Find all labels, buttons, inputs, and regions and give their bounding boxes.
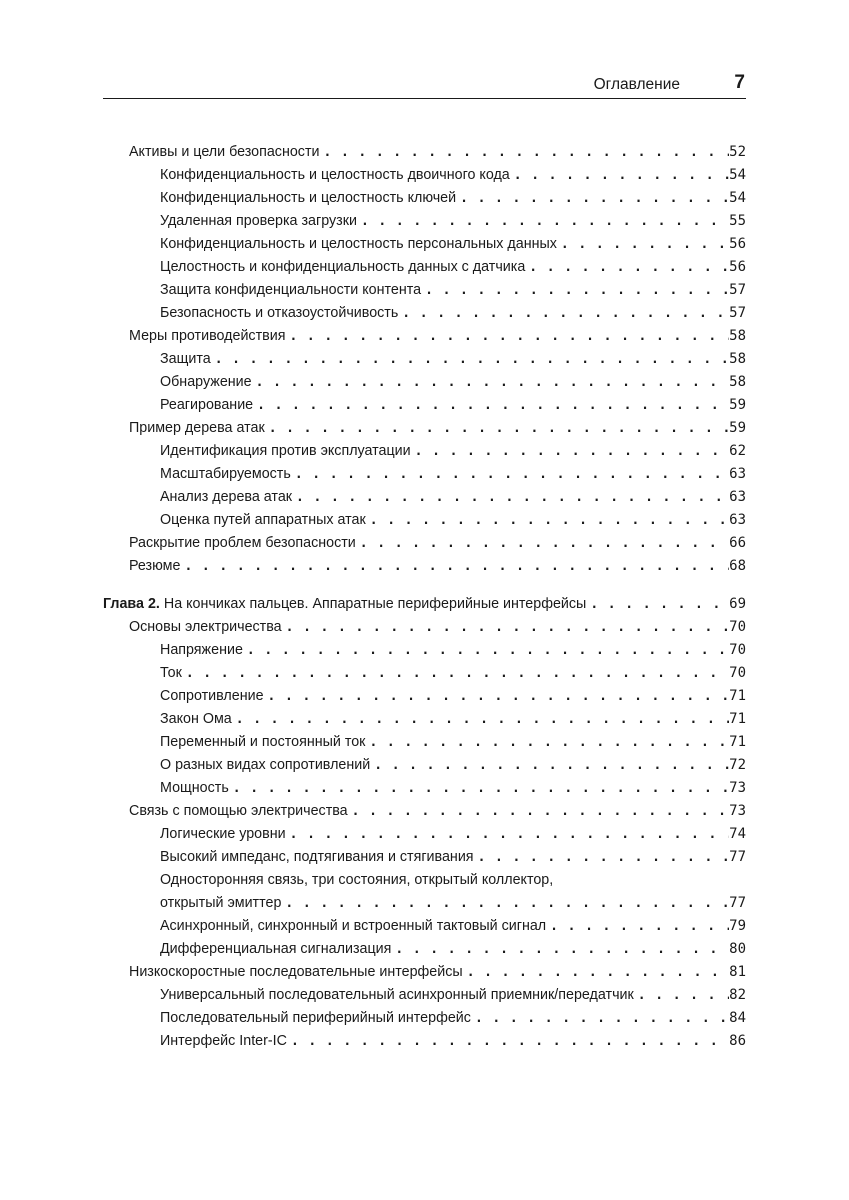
toc-subentry[interactable]	[160, 164, 746, 187]
toc-entry-page: 70	[729, 642, 746, 658]
dot-leader	[586, 593, 729, 616]
toc-entry-title: Переменный и постоянный ток	[160, 734, 366, 750]
toc-entry-page: 56	[729, 259, 746, 275]
dot-leader	[411, 440, 729, 463]
dot-leader	[264, 685, 730, 708]
chapter-title: На кончиках пальцев. Аппаратные периферийные интерфейсы	[163, 596, 587, 612]
toc-entry[interactable]	[129, 325, 746, 348]
toc-entry-title: Меры противодействия	[129, 328, 286, 344]
toc-entry-page: 71	[729, 688, 746, 704]
chapter-label: Глава 2.	[103, 596, 160, 612]
dot-leader	[285, 325, 729, 348]
toc-entry-title: Удаленная проверка загрузки	[160, 213, 357, 229]
dot-leader	[365, 731, 729, 754]
toc-entry-page: 77	[729, 849, 746, 865]
toc-entry-page: 84	[729, 1010, 746, 1026]
toc-subentry[interactable]	[160, 1030, 746, 1053]
toc-entry-page: 57	[729, 282, 746, 298]
toc-entry-page: 56	[729, 236, 746, 252]
toc-subentry[interactable]	[160, 685, 746, 708]
toc-subentry[interactable]	[160, 731, 746, 754]
dot-leader	[348, 800, 730, 823]
toc-entry-title: открытый эмиттер	[160, 895, 282, 911]
dot-leader	[287, 1030, 729, 1053]
toc-subentry-first-line[interactable]	[160, 869, 746, 892]
dot-leader	[357, 210, 729, 233]
toc-entry-title: Закон Ома	[160, 711, 232, 727]
toc-subentry[interactable]	[160, 915, 746, 938]
toc-subentry[interactable]	[160, 708, 746, 731]
toc-entry-page: 58	[729, 374, 746, 390]
toc-entry-title: Защита конфиденциальности контента	[160, 282, 422, 298]
dot-leader	[180, 555, 729, 578]
dot-leader	[370, 754, 729, 777]
page-header	[103, 72, 746, 99]
toc-subentry[interactable]	[160, 463, 746, 486]
toc-subentry[interactable]	[160, 754, 746, 777]
page-number: 7	[734, 72, 745, 93]
toc-entry-title: Обнаружение	[160, 374, 252, 390]
toc-chapter-entry[interactable]	[103, 593, 746, 616]
toc-entry-title: Низкоскоростные последовательные интерфейсы	[129, 964, 463, 980]
toc-entry-title: Идентификация против эксплуатации	[160, 443, 411, 459]
toc-entry-page: 63	[729, 466, 746, 482]
dot-leader	[229, 777, 729, 800]
toc-entry[interactable]	[129, 961, 746, 984]
toc-entry-page: 59	[729, 397, 746, 413]
toc-subentry[interactable]	[160, 777, 746, 800]
toc-subentry[interactable]	[160, 440, 746, 463]
toc-subentry[interactable]	[160, 233, 746, 256]
dot-leader	[291, 463, 729, 486]
dot-leader	[319, 141, 729, 164]
toc-entry-page: 73	[729, 803, 746, 819]
toc-entry-title: Конфиденциальность и целостность ключей	[160, 190, 457, 206]
toc-entry-page: 54	[729, 167, 746, 183]
dot-leader	[634, 984, 729, 1007]
toc-entry-page: 63	[729, 489, 746, 505]
toc-subentry[interactable]	[160, 394, 746, 417]
toc-subentry[interactable]	[160, 279, 746, 302]
toc-entry-title: Активы и цели безопасности	[129, 144, 320, 160]
toc-entry[interactable]	[129, 141, 746, 164]
toc-entry-page: 72	[729, 757, 746, 773]
toc-subentry[interactable]	[160, 371, 746, 394]
toc-entry-title: Пример дерева атак	[129, 420, 265, 436]
dot-leader	[356, 532, 729, 555]
dot-leader	[265, 417, 729, 440]
toc-entry-page: 81	[729, 964, 746, 980]
toc-subentry[interactable]	[160, 938, 746, 961]
toc-entry-title: Реагирование	[160, 397, 254, 413]
toc-entry-page: 69	[729, 596, 746, 612]
toc-entry-title: Анализ дерева атак	[160, 489, 293, 505]
dot-leader	[463, 961, 729, 984]
dot-leader	[474, 846, 730, 869]
dot-leader	[282, 616, 730, 639]
toc-entry-page: 57	[729, 305, 746, 321]
dot-leader	[243, 639, 729, 662]
running-title: Оглавление	[593, 76, 680, 93]
toc-entry-title: Ток	[160, 665, 182, 681]
toc-subentry[interactable]	[160, 662, 746, 685]
dot-leader	[182, 662, 729, 685]
toc-entry-title: Раскрытие проблем безопасности	[129, 535, 356, 551]
table-of-contents	[0, 141, 849, 1053]
toc-entry[interactable]	[129, 616, 746, 639]
dot-leader	[292, 486, 729, 509]
dot-leader	[252, 371, 730, 394]
dot-leader	[525, 256, 729, 279]
toc-entry-page: 59	[729, 420, 746, 436]
toc-entry-page: 70	[729, 665, 746, 681]
dot-leader	[253, 394, 729, 417]
dot-leader	[546, 915, 729, 938]
toc-entry[interactable]	[129, 532, 746, 555]
toc-entry[interactable]	[129, 800, 746, 823]
toc-subentry[interactable]	[160, 823, 746, 846]
toc-entry-page: 52	[729, 144, 746, 160]
toc-entry-title: Конфиденциальность и целостность персональных данных	[160, 236, 557, 252]
toc-entry-page: 58	[729, 328, 746, 344]
toc-entry-title: Основы электричества	[129, 619, 282, 635]
toc-entry-page: 68	[729, 558, 746, 574]
dot-leader	[510, 164, 729, 187]
toc-entry-page: 63	[729, 512, 746, 528]
dot-leader	[232, 708, 729, 731]
toc-entry-title: Односторонняя связь, три состояния, открытый коллектор,	[160, 872, 554, 888]
toc-entry-title: Связь с помощью электричества	[129, 803, 348, 819]
toc-entry-page: 70	[729, 619, 746, 635]
toc-entry-title: Универсальный последовательный асинхронный приемник/передатчик	[160, 987, 634, 1003]
toc-entry-title: Мощность	[160, 780, 229, 796]
toc-entry-title: Логические уровни	[160, 826, 286, 842]
toc-entry-page: 62	[729, 443, 746, 459]
toc-subentry[interactable]	[160, 1007, 746, 1030]
toc-subentry[interactable]	[160, 348, 746, 371]
toc-entry-title: Интерфейс Inter-IC	[160, 1033, 287, 1049]
toc-entry[interactable]	[129, 555, 746, 578]
toc-entry-title: Масштабируемость	[160, 466, 291, 482]
toc-entry-page: 77	[729, 895, 746, 911]
toc-entry-page: 55	[729, 213, 746, 229]
toc-entry-title: Целостность и конфиденциальность данных с датчика	[160, 259, 526, 275]
toc-entry-page: 66	[729, 535, 746, 551]
toc-entry-title: Оценка путей аппаратных атак	[160, 512, 366, 528]
toc-entry-page: 54	[729, 190, 746, 206]
toc-entry-page: 71	[729, 734, 746, 750]
toc-entry-page: 82	[729, 987, 746, 1003]
toc-subentry[interactable]	[160, 892, 746, 915]
toc-entry-page: 74	[729, 826, 746, 842]
toc-entry-title: Сопротивление	[160, 688, 264, 704]
dot-leader	[557, 233, 729, 256]
dot-leader	[398, 302, 729, 325]
toc-entry-page: 71	[729, 711, 746, 727]
toc-subentry[interactable]	[160, 639, 746, 662]
toc-entry-title: Конфиденциальность и целостность двоичного кода	[160, 167, 510, 183]
toc-subentry[interactable]	[160, 302, 746, 325]
toc-entry-title: Дифференциальная сигнализация	[160, 941, 392, 957]
toc-entry-title: О разных видах сопротивлений	[160, 757, 371, 773]
toc-entry-title: Асинхронный, синхронный и встроенный тактовый сигнал	[160, 918, 547, 934]
toc-subentry[interactable]	[160, 509, 746, 532]
toc-subentry[interactable]	[160, 984, 746, 1007]
toc-entry-title: Последовательный периферийный интерфейс	[160, 1010, 471, 1026]
toc-entry-title: Безопасность и отказоустойчивость	[160, 305, 399, 321]
dot-leader	[421, 279, 729, 302]
dot-leader	[281, 892, 729, 915]
toc-entry-page: 80	[729, 941, 746, 957]
dot-leader	[286, 823, 730, 846]
dot-leader	[211, 348, 729, 371]
toc-entry[interactable]	[129, 417, 746, 440]
toc-entry-page: 86	[729, 1033, 746, 1049]
toc-entry-page: 73	[729, 780, 746, 796]
toc-subentry[interactable]	[160, 486, 746, 509]
toc-entry-page: 79	[729, 918, 746, 934]
toc-entry-title: Высокий импеданс, подтягивания и стягивания	[160, 849, 474, 865]
dot-leader	[366, 509, 729, 532]
toc-entry-title: Защита	[160, 351, 211, 367]
toc-subentry[interactable]	[160, 187, 746, 210]
toc-subentry[interactable]	[160, 210, 746, 233]
dot-leader	[391, 938, 729, 961]
dot-leader	[456, 187, 729, 210]
dot-leader	[471, 1007, 729, 1030]
toc-entry-page: 58	[729, 351, 746, 367]
toc-subentry[interactable]	[160, 846, 746, 869]
toc-subentry[interactable]	[160, 256, 746, 279]
toc-chapter-title-wrap	[103, 593, 586, 616]
toc-entry-title: Напряжение	[160, 642, 243, 658]
toc-entry-title: Резюме	[129, 558, 181, 574]
